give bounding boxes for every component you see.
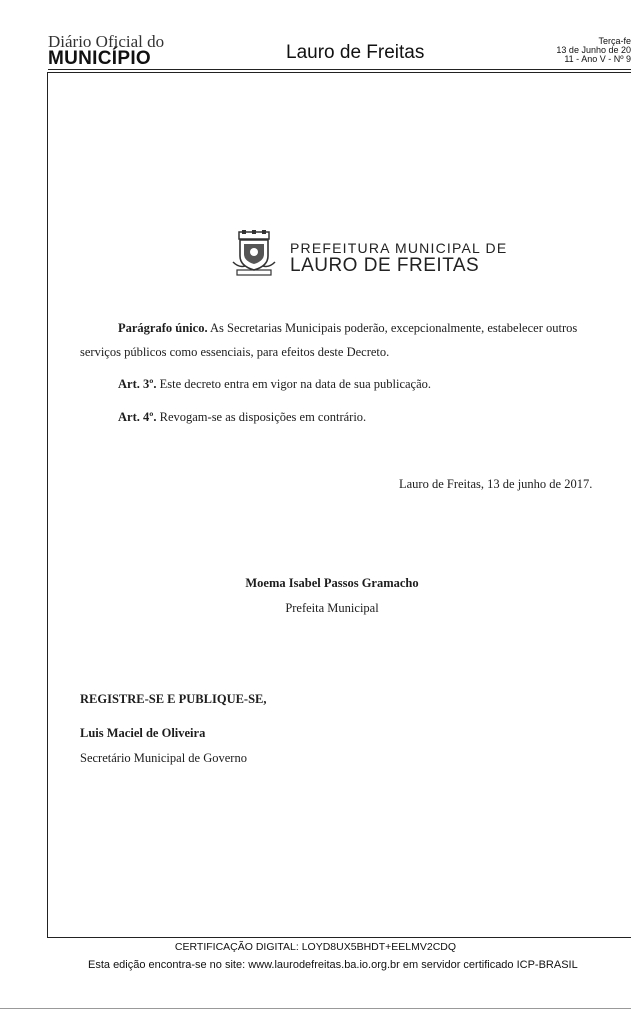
masthead-line1: Diário Oficial do (48, 32, 165, 51)
issue-edition: 11 - Ano V - Nº 9 (564, 54, 631, 64)
article-4 (118, 410, 366, 425)
page-frame (47, 72, 631, 938)
art3-text: Este decreto entra em vigor na data de sua publicação. (156, 377, 432, 391)
signer-name: Moema Isabel Passos Gramacho (245, 576, 419, 590)
site-note: Esta edição encontra-se no site: www.laurodefreitas.ba.io.org.br em servidor certificado ICP-BRASIL (88, 959, 578, 971)
article-3 (118, 377, 431, 392)
masthead-line2: MUNICÍPIO (48, 48, 151, 69)
coat-of-arms-icon (231, 230, 277, 276)
art3-label: Art. 3º. (118, 377, 157, 391)
registre-publique: REGISTRE-SE E PUBLIQUE-SE, (80, 692, 267, 706)
secretary-name: Luis Maciel de Oliveira (80, 726, 206, 740)
header-divider (48, 69, 631, 70)
city-title: Lauro de Freitas (286, 42, 425, 63)
issue-weekday: Terça-fe (598, 37, 631, 46)
logo-line1: PREFEITURA MUNICIPAL DE (290, 240, 508, 256)
prefeitura-logo (231, 230, 511, 278)
paragrafo-label: Parágrafo único. (118, 321, 208, 335)
masthead (48, 34, 164, 68)
art4-text: Revogam-se as disposições em contrário. (156, 410, 367, 424)
logo-line2: LAURO DE FREITAS (290, 255, 480, 276)
paragrafo-line2: serviços públicos como essenciais, para efeitos deste Decreto. (80, 345, 390, 359)
paragrafo-text-1: As Secretarias Municipais poderão, excepcionalmente, estabelecer outros (207, 321, 578, 335)
paragrafo-line1 (118, 321, 577, 336)
bottom-divider (0, 1008, 631, 1009)
issue-date: 13 de Junho de 20 (556, 45, 631, 55)
secretary-title: Secretário Municipal de Governo (80, 751, 247, 765)
place-date: Lauro de Freitas, 13 de junho de 2017. (399, 477, 593, 491)
issue-info (541, 37, 631, 64)
digital-certification: CERTIFICAÇÃO DIGITAL: LOYD8UX5BHDT+EELMV2CDQ (174, 941, 457, 953)
signer-title: Prefeita Municipal (285, 601, 379, 615)
art4-label: Art. 4º. (118, 410, 157, 424)
